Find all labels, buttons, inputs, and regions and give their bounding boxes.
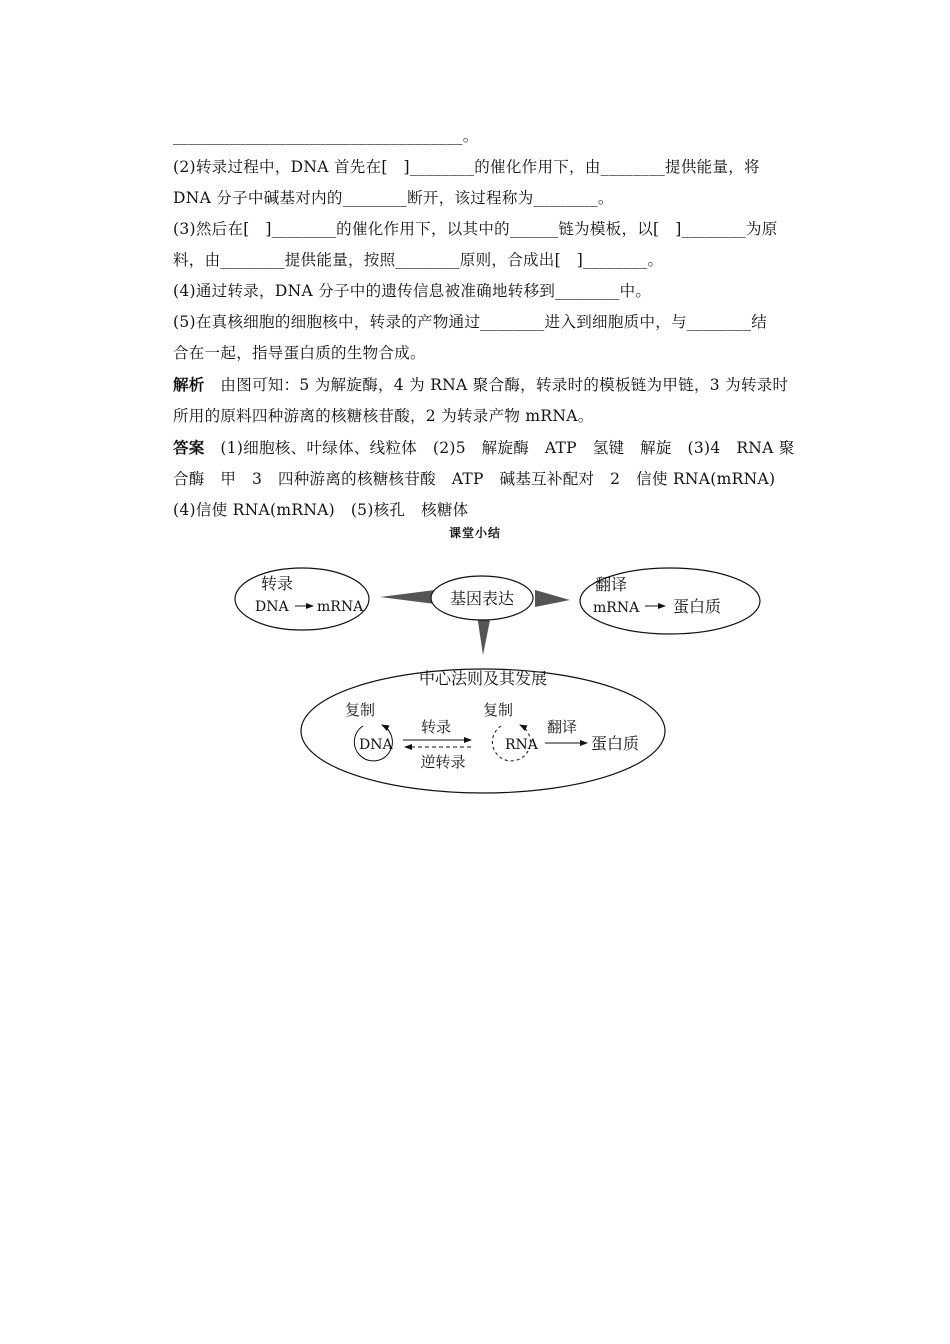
answer-blank-line: ____________________________________。 xyxy=(173,127,479,145)
analysis-line-2: 所用的原料四种游离的核糖核苷酸，2 为转录产物 mRNA。 xyxy=(173,407,594,425)
left-connector xyxy=(380,590,435,604)
gene-expression-label: 基因表达 xyxy=(449,589,515,608)
rna-replication-label: 复制 xyxy=(483,701,514,719)
transcription-to: mRNA xyxy=(317,599,364,615)
transcription-label: 转录 xyxy=(420,718,452,736)
summary-title: 课堂小结 xyxy=(448,526,501,540)
transcription-from: DNA xyxy=(255,599,289,615)
answer-line-1 xyxy=(173,432,805,464)
right-connector xyxy=(535,590,570,607)
analysis-line-1 xyxy=(173,369,805,401)
question-3-line-1: (3)然后在[ ]________的催化作用下，以其中的______链为模板，以[ ]________为原 xyxy=(173,220,778,238)
answer-text-1: (1)细胞核、叶绿体、线粒体 (2)5 解旋酶 ATP 氢键 解旋 (3)4 RNA 聚 xyxy=(204,439,795,457)
question-4: (4)通过转录，DNA 分子中的遗传信息被准确地转移到________中。 xyxy=(173,282,652,300)
central-dogma-title: 中心法则及其发展 xyxy=(418,669,548,688)
gene-expression-diagram xyxy=(225,555,765,805)
transcription-title: 转录 xyxy=(261,574,294,593)
translation-title: 翻译 xyxy=(595,575,628,594)
question-text-block xyxy=(173,121,805,526)
answer-label: 答案 xyxy=(173,438,205,457)
reverse-transcription-label: 逆转录 xyxy=(420,753,466,771)
answer-line-3: (4)信使 RNA(mRNA) (5)核孔 核糖体 xyxy=(173,501,469,519)
question-5-line-2: 合在一起，指导蛋白质的生物合成。 xyxy=(173,344,426,362)
answer-line-2: 合酶 甲 3 四种游离的核糖核苷酸 ATP 碱基互补配对 2 信使 RNA(mRNA) xyxy=(173,470,776,488)
question-2-line-2: DNA 分子中碱基对内的________断开，该过程称为________。 xyxy=(173,189,614,207)
bottom-connector xyxy=(477,615,491,655)
dna-label: DNA xyxy=(359,737,393,753)
dna-replication-label: 复制 xyxy=(345,701,376,719)
question-5-line-1: (5)在真核细胞的细胞核中，转录的产物通过________进入到细胞质中，与________结 xyxy=(173,313,768,331)
translation-to: 蛋白质 xyxy=(673,597,722,616)
question-3-line-2: 料，由________提供能量，按照________原则，合成出[ ]________。 xyxy=(173,251,664,269)
analysis-label: 解析 xyxy=(173,375,205,394)
protein-label: 蛋白质 xyxy=(591,734,640,753)
rna-label: RNA xyxy=(505,737,538,753)
central-translation-label: 翻译 xyxy=(546,718,578,736)
analysis-text-1: 由图可知：5 为解旋酶，4 为 RNA 聚合酶，转录时的模板链为甲链，3 为转录时 xyxy=(204,376,789,394)
question-2-line-1: (2)转录过程中，DNA 首先在[ ]________的催化作用下，由________提供能量，将 xyxy=(173,158,760,176)
translation-from: mRNA xyxy=(593,600,640,616)
